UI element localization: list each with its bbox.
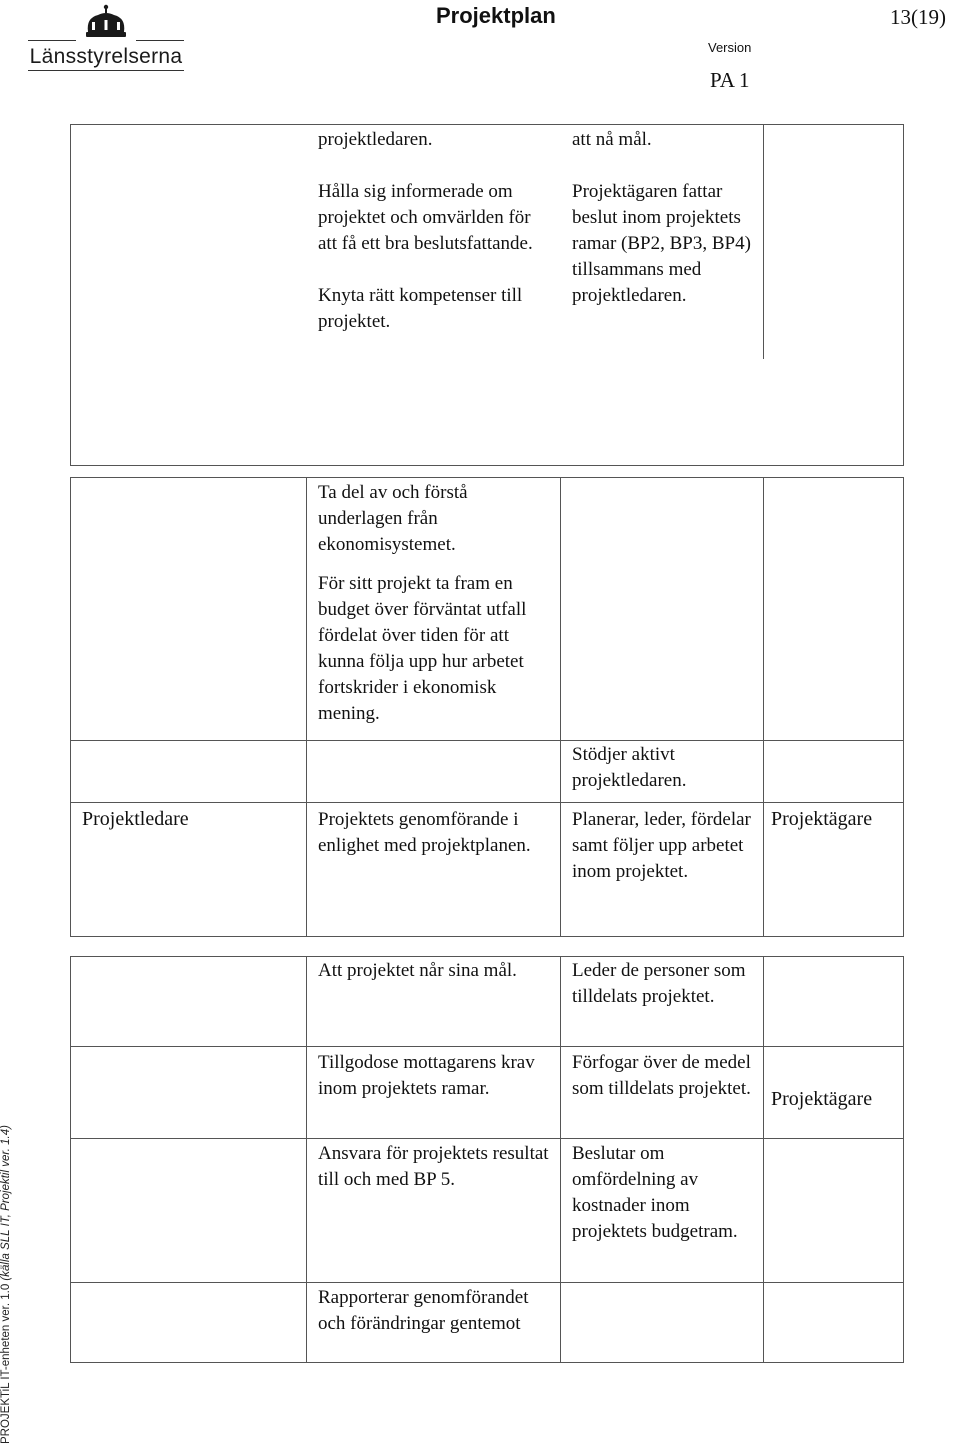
role-cell xyxy=(82,806,302,832)
table-cell xyxy=(318,1141,554,1193)
divider xyxy=(70,1362,904,1363)
cell-text: Leder de personer som tilldelats projektet. xyxy=(572,960,746,1007)
divider xyxy=(560,477,561,937)
page-number: 13(19) xyxy=(890,5,946,29)
table-cell xyxy=(318,807,554,859)
cell-text: Planerar, leder, fördelar samt följer upp arbetet inom projektet. xyxy=(572,809,751,882)
side-footer xyxy=(0,1064,12,1444)
table-cell xyxy=(572,1141,758,1245)
table-cell xyxy=(572,1050,758,1102)
cell-text: Projektägare xyxy=(771,808,873,830)
cell-text: Projektägare xyxy=(771,1088,873,1110)
table-cell xyxy=(572,958,758,1010)
divider xyxy=(70,477,904,478)
divider xyxy=(70,1282,904,1283)
role-label: Projektledare xyxy=(82,808,189,830)
divider xyxy=(70,802,904,803)
table-cell xyxy=(572,807,758,885)
cell-text: Hålla sig informerade om projektet och omvärlden för att få ett bra beslutsfattande. xyxy=(318,181,533,254)
divider xyxy=(903,956,904,1363)
table-cell xyxy=(771,1086,901,1112)
cell-text: Stödjer aktivt projektledaren. xyxy=(572,744,687,791)
table-cell xyxy=(572,742,758,794)
divider xyxy=(70,465,904,466)
table-cell xyxy=(318,480,550,727)
divider xyxy=(70,740,904,741)
divider xyxy=(70,936,904,937)
lansstyrelserna-logo xyxy=(26,2,186,74)
divider xyxy=(763,956,764,1363)
divider xyxy=(70,1138,904,1139)
divider xyxy=(70,1046,904,1047)
table-cell xyxy=(771,806,901,832)
divider xyxy=(306,956,307,1363)
table-cell xyxy=(318,1285,554,1337)
cell-text: projektledaren. xyxy=(318,129,433,150)
table-cell xyxy=(572,127,758,309)
divider xyxy=(560,956,561,1363)
divider xyxy=(70,477,71,937)
divider xyxy=(903,477,904,937)
cell-text: Projektets genomförande i enlighet med projektplanen. xyxy=(318,809,531,856)
table-cell xyxy=(318,127,550,335)
table-cell xyxy=(318,958,554,984)
logo-wordmark: Länsstyrelserna xyxy=(29,45,183,68)
divider xyxy=(70,956,71,1363)
cell-text: Förfogar över de medel som tilldelats projektet. xyxy=(572,1052,751,1099)
cell-text: Knyta rätt kompetenser till projektet. xyxy=(318,285,523,332)
side-footer-main: PROJEKTiL IT-enheten ver. 1.0 xyxy=(0,1283,12,1444)
cell-text: För sitt projekt ta fram en budget över förväntat utfall fördelat över tiden för att kunna följa upp hur arbetet fortskrider i ekonomisk mening. xyxy=(318,573,527,724)
cell-text: Rapporterar genomförandet och förändringar gentemot xyxy=(318,1287,529,1334)
cell-text: Tillgodose mottagarens krav inom projektets ramar. xyxy=(318,1052,535,1099)
divider xyxy=(903,124,904,466)
version-value: PA 1 xyxy=(710,68,750,92)
table-cell xyxy=(318,1050,554,1102)
cell-text: Ansvara för projektets resultat till och med BP 5. xyxy=(318,1143,549,1190)
side-footer-source: (källa SLL IT, Projektil ver. 1.4) xyxy=(0,1125,12,1281)
cell-text: Projektägaren fattar beslut inom projektets ramar (BP2, BP3, BP4) tillsammans med projektledaren. xyxy=(572,181,751,306)
divider xyxy=(70,956,904,957)
divider xyxy=(70,124,71,466)
cell-text: Beslutar om omfördelning av kostnader inom projektets budgetram. xyxy=(572,1143,738,1242)
cell-text: att nå mål. xyxy=(572,129,652,150)
divider xyxy=(70,124,904,125)
cell-text: Att projektet når sina mål. xyxy=(318,960,517,981)
document-title: Projektplan xyxy=(436,3,556,28)
divider xyxy=(306,477,307,937)
divider xyxy=(763,124,764,359)
version-label: Version xyxy=(708,40,752,55)
cell-text: Ta del av och förstå underlagen från ekonomisystemet. xyxy=(318,482,468,555)
divider xyxy=(763,477,764,937)
